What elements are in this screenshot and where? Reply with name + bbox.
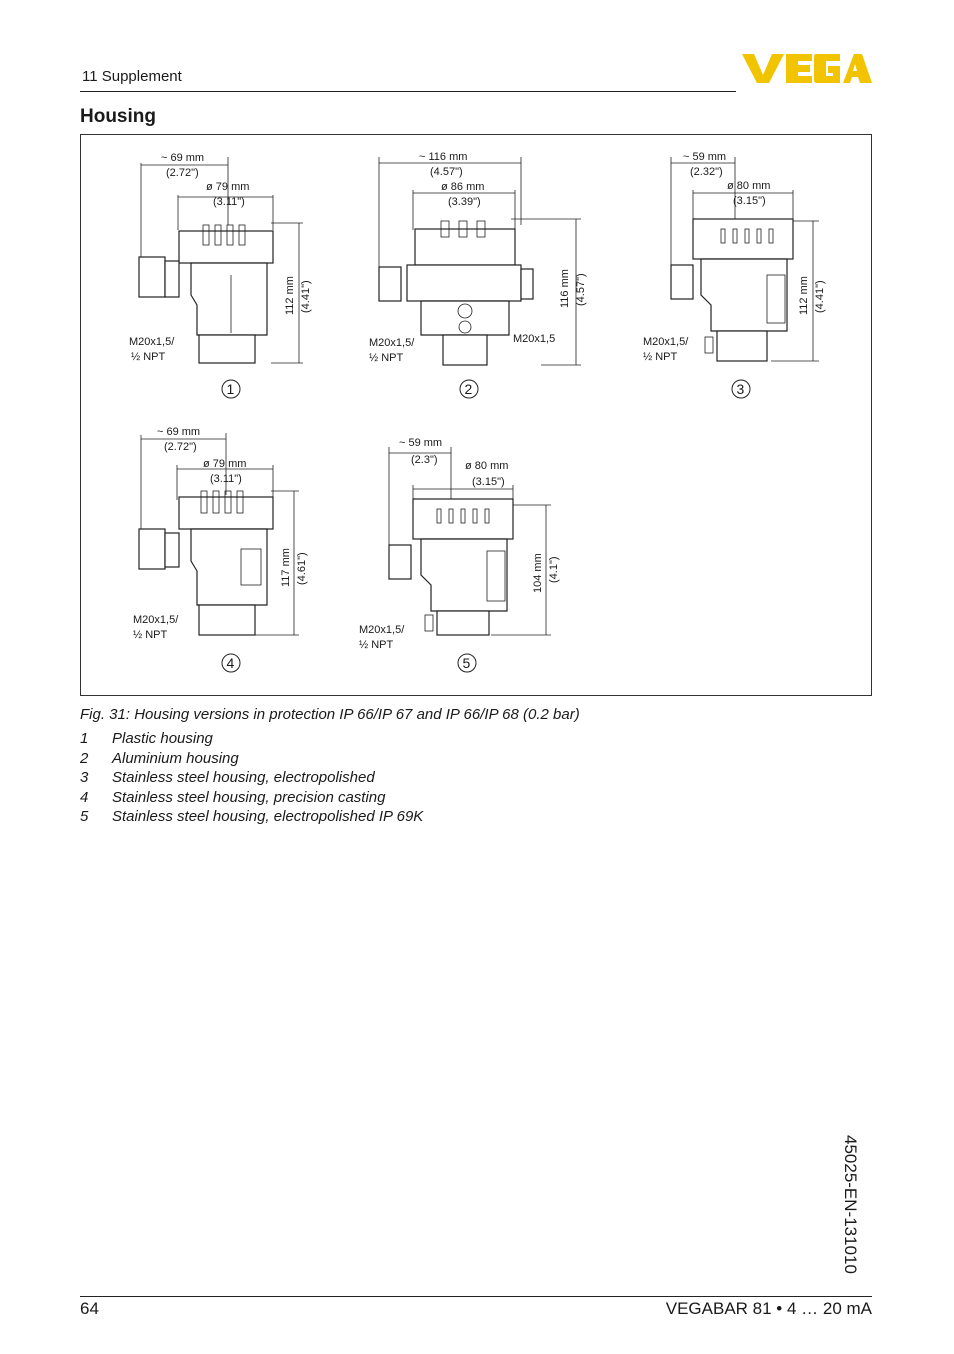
housing-4-thread: M20x1,5/ <box>133 614 179 626</box>
housing-4-width-in: (2.72") <box>164 441 197 453</box>
legend-item <box>80 730 423 750</box>
legend-text: Stainless steel housing, electropolished <box>112 769 375 786</box>
header-divider <box>80 91 736 92</box>
housing-3-number: 3 <box>736 381 745 397</box>
housing-1-thread-npt: ½ NPT <box>131 351 166 363</box>
housing-5-height-in: (4.1") <box>548 556 560 583</box>
housing-5-width: ~ 59 mm <box>399 437 443 449</box>
housing-4-width: ~ 69 mm <box>157 426 201 438</box>
page-title: Housing <box>80 106 156 127</box>
legend-item <box>80 808 423 828</box>
housing-3-height: 112 mm <box>798 276 810 315</box>
legend-text: Stainless steel housing, electropolished IP 69K <box>112 808 424 825</box>
housing-3-width: ~ 59 mm <box>683 151 727 163</box>
housing-1-number: 1 <box>226 381 235 397</box>
housing-5-drawing <box>389 447 551 635</box>
housing-3-thread: M20x1,5/ <box>643 336 689 348</box>
housing-1-diameter-in: (3.11") <box>213 196 245 208</box>
legend-number: 4 <box>80 788 89 806</box>
legend-number: 3 <box>80 769 89 786</box>
housing-5-height: 104 mm <box>532 553 544 593</box>
legend-number: 1 <box>80 730 89 747</box>
product-name: VEGABAR 81 • 4 … 20 mA <box>665 1299 872 1318</box>
housing-4-number: 4 <box>226 655 235 671</box>
housing-2-thread-npt: ½ NPT <box>369 352 404 364</box>
vega-logo <box>742 52 872 84</box>
housing-4-thread-npt: ½ NPT <box>133 629 168 641</box>
legend-text: Stainless steel housing, precision casting <box>112 788 386 806</box>
housing-3-diameter: ø 80 mm <box>727 180 771 192</box>
figure-frame <box>80 134 872 696</box>
housing-1-diameter: ø 79 mm <box>206 181 250 193</box>
housing-3-thread-npt: ½ NPT <box>643 351 678 363</box>
legend-text: Plastic housing <box>112 730 213 747</box>
housing-1-height: 112 mm <box>284 276 296 315</box>
legend-item <box>80 769 423 789</box>
housing-5-thread-npt: ½ NPT <box>359 639 394 651</box>
housing-5-thread: M20x1,5/ <box>359 624 405 636</box>
page-number: 64 <box>80 1299 99 1318</box>
housing-1-width-in: (2.72") <box>166 167 199 179</box>
legend-number: 2 <box>80 749 89 767</box>
legend-text: Aluminium housing <box>112 749 239 767</box>
figure-legend <box>80 730 423 828</box>
housing-2-number: 2 <box>464 381 473 397</box>
housing-1-width: ~ 69 mm <box>161 152 205 164</box>
housing-3-height-in: (4.41") <box>814 280 826 313</box>
legend-item <box>80 750 423 770</box>
housing-3-width-in: (2.32") <box>690 166 723 178</box>
housing-1-height-in: (4.41") <box>300 280 312 313</box>
housing-drawings <box>81 135 871 695</box>
housing-2-width-in: (4.57") <box>430 166 463 178</box>
footer-divider <box>80 1296 872 1297</box>
housing-2-thread: M20x1,5/ <box>369 337 415 349</box>
housing-4-diameter: ø 79 mm <box>203 458 247 470</box>
housing-2-diameter: ø 86 mm <box>441 181 485 193</box>
housing-3-diameter-in: (3.15") <box>733 195 766 207</box>
housing-2-width: ~ 116 mm <box>419 151 468 163</box>
housing-2-diameter-in: (3.39") <box>448 196 481 208</box>
legend-item <box>80 789 423 809</box>
housing-5-diameter: ø 80 mm <box>465 460 509 472</box>
housing-5-width-in: (2.3") <box>411 454 438 466</box>
figure-caption: Fig. 31: Housing versions in protection IP 66/IP 67 and IP 66/IP 68 (0.2 bar) <box>80 706 580 723</box>
housing-2-height: 116 mm <box>559 269 571 308</box>
housing-4-diameter-in: (3.11") <box>210 473 242 485</box>
housing-1-thread: M20x1,5/ <box>129 336 175 348</box>
legend-number: 5 <box>80 808 89 825</box>
housing-5-diameter-in: (3.15") <box>472 476 505 488</box>
housing-4-height: 117 mm <box>280 548 292 587</box>
housing-5-number: 5 <box>462 655 471 671</box>
housing-2-height-in: (4.57") <box>575 273 587 306</box>
section-label: 11 Supplement <box>82 68 182 85</box>
housing-2-thread-right: M20x1,5 <box>513 333 556 345</box>
document-id: 45025-EN-131010 <box>841 1135 860 1274</box>
housing-4-height-in: (4.61") <box>296 552 308 585</box>
